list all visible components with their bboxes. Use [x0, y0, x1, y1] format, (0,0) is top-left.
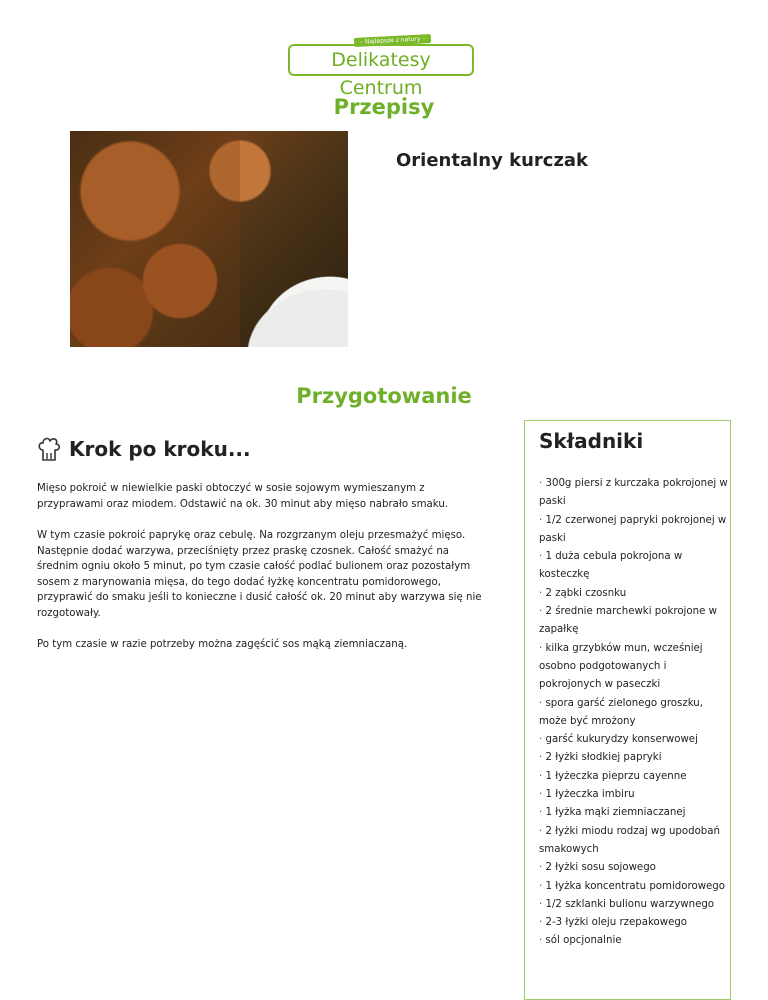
- ingredient-item: · garść kukurydzy konserwowej: [539, 731, 730, 749]
- ingredient-item: · spora garść zielonego groszku, może być mrożony: [539, 695, 730, 732]
- ingredient-item: · sól opcjonalnie: [539, 932, 730, 950]
- ingredients-heading: Składniki: [539, 429, 644, 453]
- ingredient-item: · 2 średnie marchewki pokrojone w zapałkę: [539, 603, 730, 640]
- ingredient-item: · 1 łyżka koncentratu pomidorowego: [539, 878, 730, 896]
- ingredient-item: · 2 łyżki sosu sojowego: [539, 859, 730, 877]
- chef-hat-icon: [37, 436, 61, 462]
- ingredient-item: · kilka grzybków mun, wcześniej osobno podgotowanych i pokrojonych w paseczki: [539, 640, 730, 695]
- ingredient-item: · 1 łyżeczka imbiru: [539, 786, 730, 804]
- ingredient-item: · 300g piersi z kurczaka pokrojonej w paski: [539, 475, 730, 512]
- preparation-heading: Przygotowanie: [296, 384, 472, 408]
- brand-tagline: – Najlepsze z natury –: [354, 34, 432, 47]
- step-paragraph: Po tym czasie w razie potrzeby można zagęścić sos mąką ziemniaczaną.: [37, 639, 408, 650]
- ingredients-list: [539, 475, 730, 951]
- step-paragraph: W tym czasie pokroić paprykę oraz cebulę. Na rozgrzanym oleju przesmażyć mięso. Następnie dodać warzywa, przeciśnięty przez praskę czosnek. Całość smażyć na średnim ogniu około 5 minut, po tym czasie całość podlać bulionem oraz pozostałym sosem z marynowania mięsa, do tego dodać łyżkę koncentratu pomidorowego, przyprawić do smaku jeśli to konieczne i dusić całość ok. 20 minut aby warzywa się nie rozgotowały.: [37, 530, 482, 619]
- ingredient-item: · 1 łyżeczka pieprzu cayenne: [539, 768, 730, 786]
- dish-photo: [70, 131, 348, 347]
- brand-logo[interactable]: [288, 35, 478, 99]
- ingredient-item: · 1/2 czerwonej papryki pokrojonej w paski: [539, 512, 730, 549]
- steps-body: [37, 481, 492, 669]
- ingredients-panel: [524, 420, 731, 1000]
- step-paragraph: Mięso pokroić w niewielkie paski obtoczyć w sosie sojowym wymieszanym z przyprawami oraz miodem. Odstawić na ok. 30 minut aby mięso nabrało smaku.: [37, 483, 449, 510]
- ingredient-item: · 2 ząbki czosnku: [539, 585, 730, 603]
- steps-label: Krok po kroku...: [69, 437, 251, 461]
- brand-name: Delikatesy Centrum: [288, 44, 474, 76]
- ingredient-item: · 2 łyżki słodkiej papryki: [539, 749, 730, 767]
- ingredient-item: · 1 łyżka mąki ziemniaczanej: [539, 804, 730, 822]
- page-title: Przepisy: [333, 95, 435, 119]
- recipe-title: Orientalny kurczak: [396, 150, 589, 171]
- ingredient-item: · 1/2 szklanki bulionu warzywnego: [539, 896, 730, 914]
- photo-overlay: [70, 131, 240, 347]
- ingredient-item: · 1 duża cebula pokrojona w kosteczkę: [539, 548, 730, 585]
- ingredient-item: · 2 łyżki miodu rodzaj wg upodobań smakowych: [539, 823, 730, 860]
- ingredient-item: · 2-3 łyżki oleju rzepakowego: [539, 914, 730, 932]
- steps-header: [37, 436, 251, 462]
